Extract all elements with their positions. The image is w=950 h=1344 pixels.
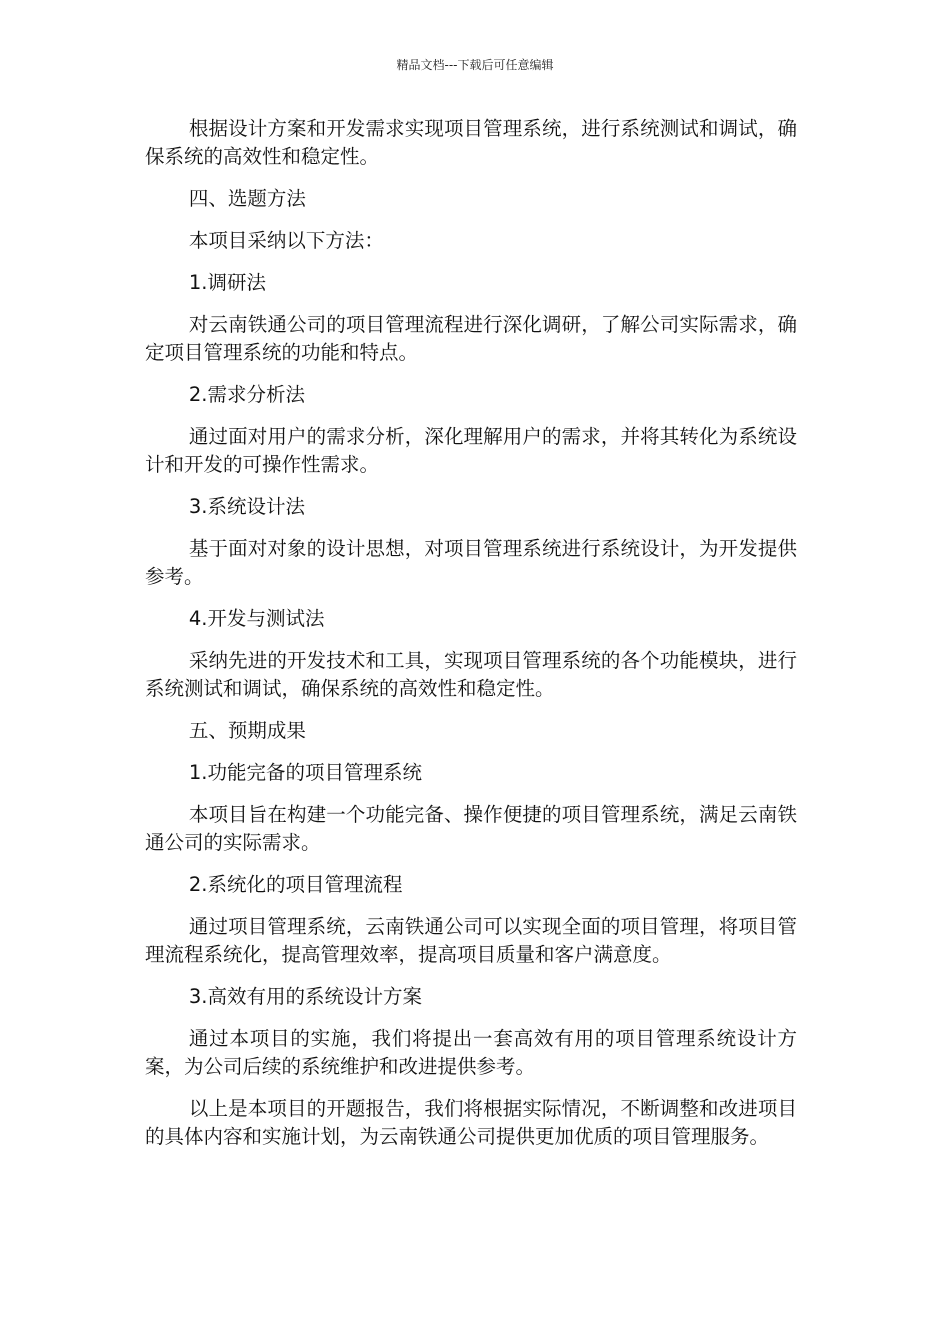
paragraph-dev-and-test: 采纳先进的开发技术和工具，实现项目管理系统的各个功能模块，进行系统测试和调试，确保系统的高效性和稳定性。: [145, 649, 797, 700]
subheading-system-design: 3.系统设计法: [188, 495, 305, 518]
section-heading-expected-results: 五、预期成果: [188, 719, 306, 742]
subheading-requirements-analysis: 2.需求分析法: [188, 383, 305, 406]
paragraph-design-plan: 通过本项目的实施，我们将提出一套高效有用的项目管理系统设计方案，为公司后续的系统维护和改进提供参考。: [145, 1027, 797, 1078]
paragraph-complete-system: 本项目旨在构建一个功能完备、操作便捷的项目管理系统，满足云南铁通公司的实际需求。: [145, 803, 797, 854]
paragraph-requirements-analysis: 通过面对用户的需求分析，深化理解用户的需求，并将其转化为系统设计和开发的可操作性需求。: [145, 425, 797, 476]
paragraph-conclusion: 以上是本项目的开题报告，我们将根据实际情况，不断调整和改进项目的具体内容和实施计划，为云南铁通公司提供更加优质的项目管理服务。: [145, 1097, 797, 1148]
subheading-dev-and-test: 4.开发与测试法: [188, 607, 325, 630]
paragraph-research-method: 对云南铁通公司的项目管理流程进行深化调研，了解公司实际需求，确定项目管理系统的功能和特点。: [145, 313, 797, 364]
paragraph-methods-intro: 本项目采纳以下方法：: [188, 229, 384, 252]
document-body: [145, 115, 797, 1165]
subheading-design-plan: 3.高效有用的系统设计方案: [188, 985, 422, 1008]
page-header: 精品文档---下载后可任意编辑: [396, 58, 554, 72]
paragraph-system-design: 基于面对对象的设计思想，对项目管理系统进行系统设计，为开发提供参考。: [145, 537, 797, 588]
paragraph-implementation: 根据设计方案和开发需求实现项目管理系统，进行系统测试和调试，确保系统的高效性和稳定性。: [145, 117, 797, 168]
paragraph-systematic-process: 通过项目管理系统，云南铁通公司可以实现全面的项目管理，将项目管理流程系统化，提高管理效率，提高项目质量和客户满意度。: [145, 915, 797, 966]
section-heading-methods: 四、选题方法: [188, 187, 306, 210]
subheading-research-method: 1.调研法: [188, 271, 266, 294]
subheading-systematic-process: 2.系统化的项目管理流程: [188, 873, 403, 896]
subheading-complete-system: 1.功能完备的项目管理系统: [188, 761, 422, 784]
